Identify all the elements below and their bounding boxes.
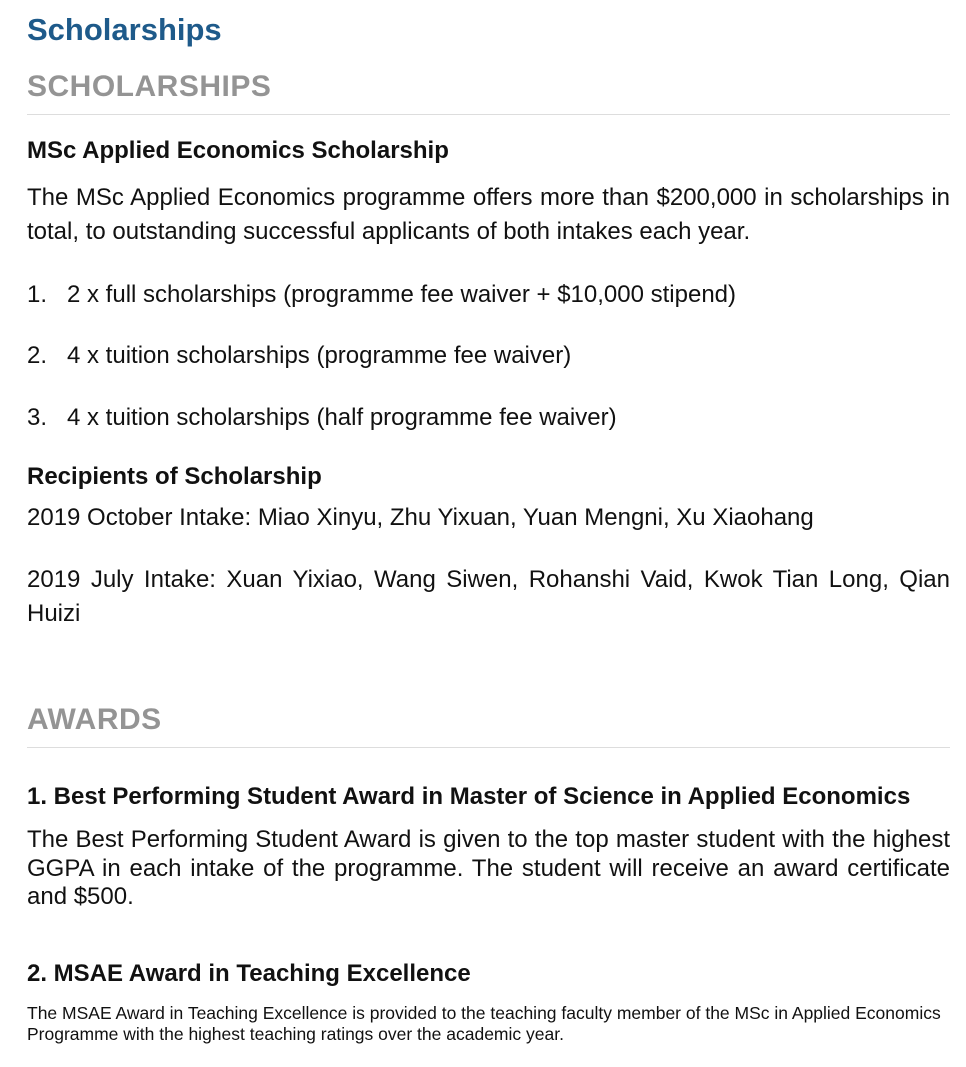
list-item-text: 4 x tuition scholarships (half programme fee waiver) xyxy=(67,403,617,431)
awards-section-heading: AWARDS xyxy=(27,703,950,748)
recipients-october-paragraph: 2019 October Intake: Miao Xinyu, Zhu Yixuan, Yuan Mengni, Xu Xiaohang xyxy=(27,503,814,531)
list-item-text: 2 x full scholarships (programme fee waiver + $10,000 stipend) xyxy=(67,281,736,309)
list-item xyxy=(27,340,950,371)
list-item-number: 1. xyxy=(27,281,48,309)
scholarship-intro-paragraph: The MSc Applied Economics programme offers more than $200,000 in scholarships in total, to outstanding successful applicants of both intakes each year. xyxy=(27,184,950,246)
award-title: 1. Best Performing Student Award in Master of Science in Applied Economics xyxy=(27,782,911,810)
award-teaching-excellence xyxy=(27,959,950,1045)
scholarships-section xyxy=(27,70,950,631)
scholarships-section-heading: SCHOLARSHIPS xyxy=(27,70,950,115)
scholarship-list xyxy=(27,279,950,433)
award-title: 2. MSAE Award in Teaching Excellence xyxy=(27,960,471,988)
award-description: The MSAE Award in Teaching Excellence is provided to the teaching faculty member of the MSc in Applied Economics Programme with the highest teaching ratings over the academic year. xyxy=(27,1003,941,1044)
list-item xyxy=(27,402,950,433)
list-item xyxy=(27,279,950,310)
recipients-subheading: Recipients of Scholarship xyxy=(27,462,322,490)
list-item-number: 3. xyxy=(27,403,48,431)
msc-scholarship-subheading: MSc Applied Economics Scholarship xyxy=(27,137,449,164)
award-best-performing-student xyxy=(27,782,950,911)
award-description: The Best Performing Student Award is given to the top master student with the highest GGPA in each intake of the programme. The student will receive an award certificate and $500. xyxy=(27,826,950,910)
recipients-july-paragraph: 2019 July Intake: Xuan Yixiao, Wang Siwen, Rohanshi Vaid, Kwok Tian Long, Qian Huizi xyxy=(27,565,950,627)
awards-section xyxy=(27,703,950,1045)
list-item-number: 2. xyxy=(27,342,48,370)
page-title: Scholarships xyxy=(27,12,222,47)
list-item-text: 4 x tuition scholarships (programme fee waiver) xyxy=(67,342,572,370)
